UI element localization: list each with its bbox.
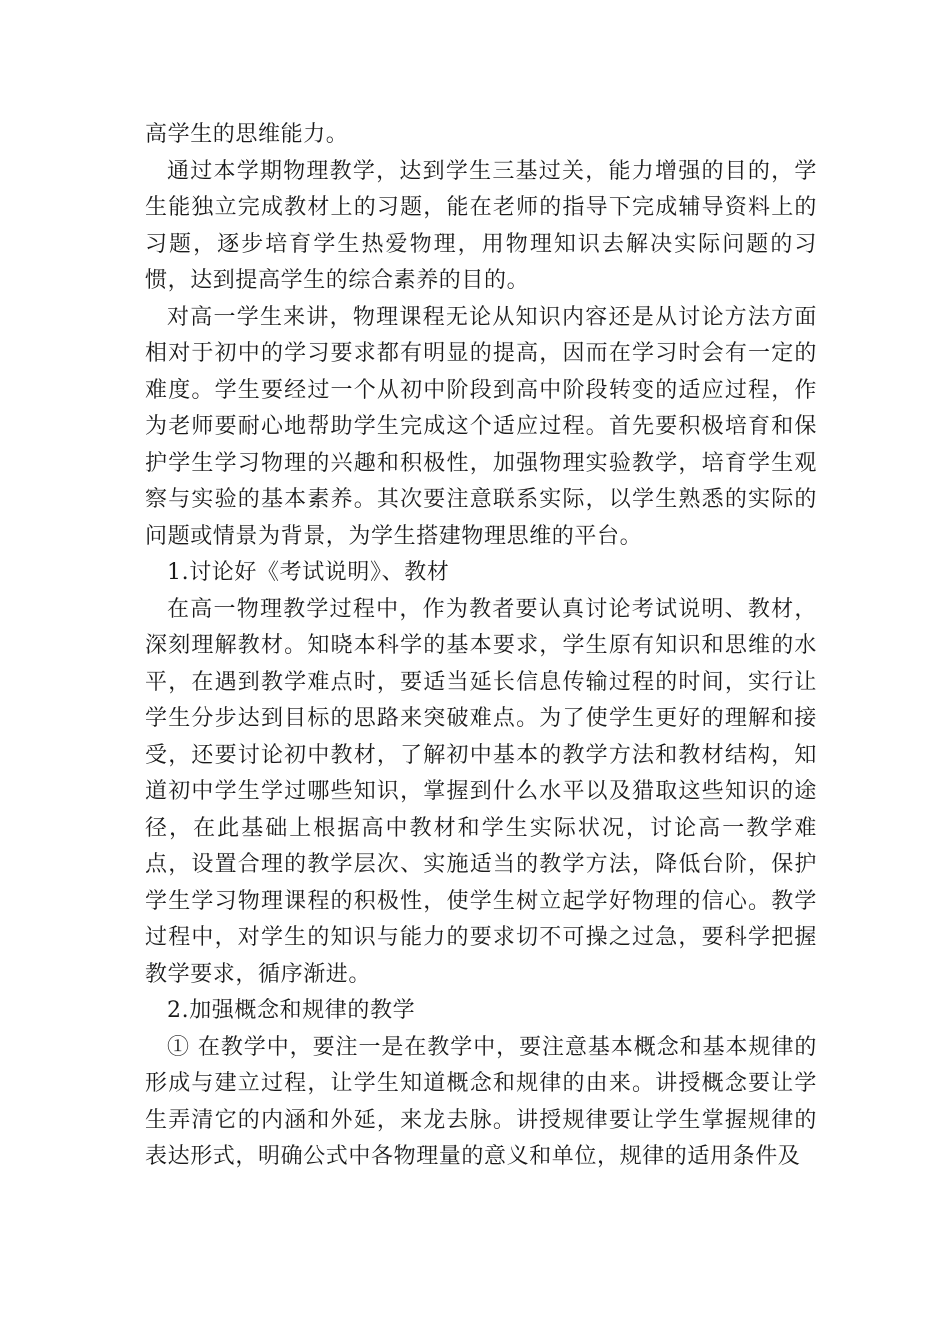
section-heading-1: 1.讨论好《考试说明》、教材 xyxy=(167,560,450,585)
paragraph-study-materials: 在高一物理教学过程中，作为教者要认真讨论考试说明、教材，深刻理解教材。知晓本科学的基本要求，学生原有知识和思维的水平，在遇到教学难点时，要适当延长信息传输过程的时间，实行让学生分步达到目标的思路来突破难点。为了使学生更好的理解和接受，还要讨论初中教材，了解初中基本的教学方法和教材结构，知道初中学生学过哪些知识，掌握到什么水平以及猎取这些知识的途径，在此基础上根据高中教材和学生实际状况，讨论高一教学难点，设置合理的教学层次、实施适当的教学方法，降低台阶，保护学生学习物理课程的积极性，使学生树立起学好物理的信心。教学过程中，对学生的知识与能力的要求切不可操之过急，要科学把握教学要求，循序渐进。 xyxy=(145,596,817,987)
paragraph-goals: 通过本学期物理教学，达到学生三基过关，能力增强的目的，学生能独立完成教材上的习题，能在老师的指导下完成辅导资料上的习题，逐步培育学生热爱物理，用物理知识去解决实际问题的习惯，达到提高学生的综合素养的目的。 xyxy=(145,158,817,293)
paragraph-concepts-teaching: ① 在教学中，要注一是在教学中，要注意基本概念和基本规律的形成与建立过程，让学生知道概念和规律的由来。讲授概念要让学生弄清它的内涵和外延，来龙去脉。讲授规律要让学生掌握规律的表达形式，明确公式中各物理量的意义和单位，规律的适用条件及 xyxy=(145,1034,817,1169)
section-heading-2: 2.加强概念和规律的教学 xyxy=(167,998,416,1023)
document-body xyxy=(145,117,817,1176)
paragraph-continuation: 高学生的思维能力。 xyxy=(145,122,349,147)
paragraph-first-year-students: 对高一学生来讲，物理课程无论从知识内容还是从讨论方法方面相对于初中的学习要求都有明显的提高，因而在学习时会有一定的难度。学生要经过一个从初中阶段到高中阶段转变的适应过程，作为老师要耐心地帮助学生完成这个适应过程。首先要积极培育和保护学生学习物理的兴趣和积极性，加强物理实验教学，培育学生观察与实验的基本素养。其次要注意联系实际，以学生熟悉的实际的问题或情景为背景，为学生搭建物理思维的平台。 xyxy=(145,304,817,549)
